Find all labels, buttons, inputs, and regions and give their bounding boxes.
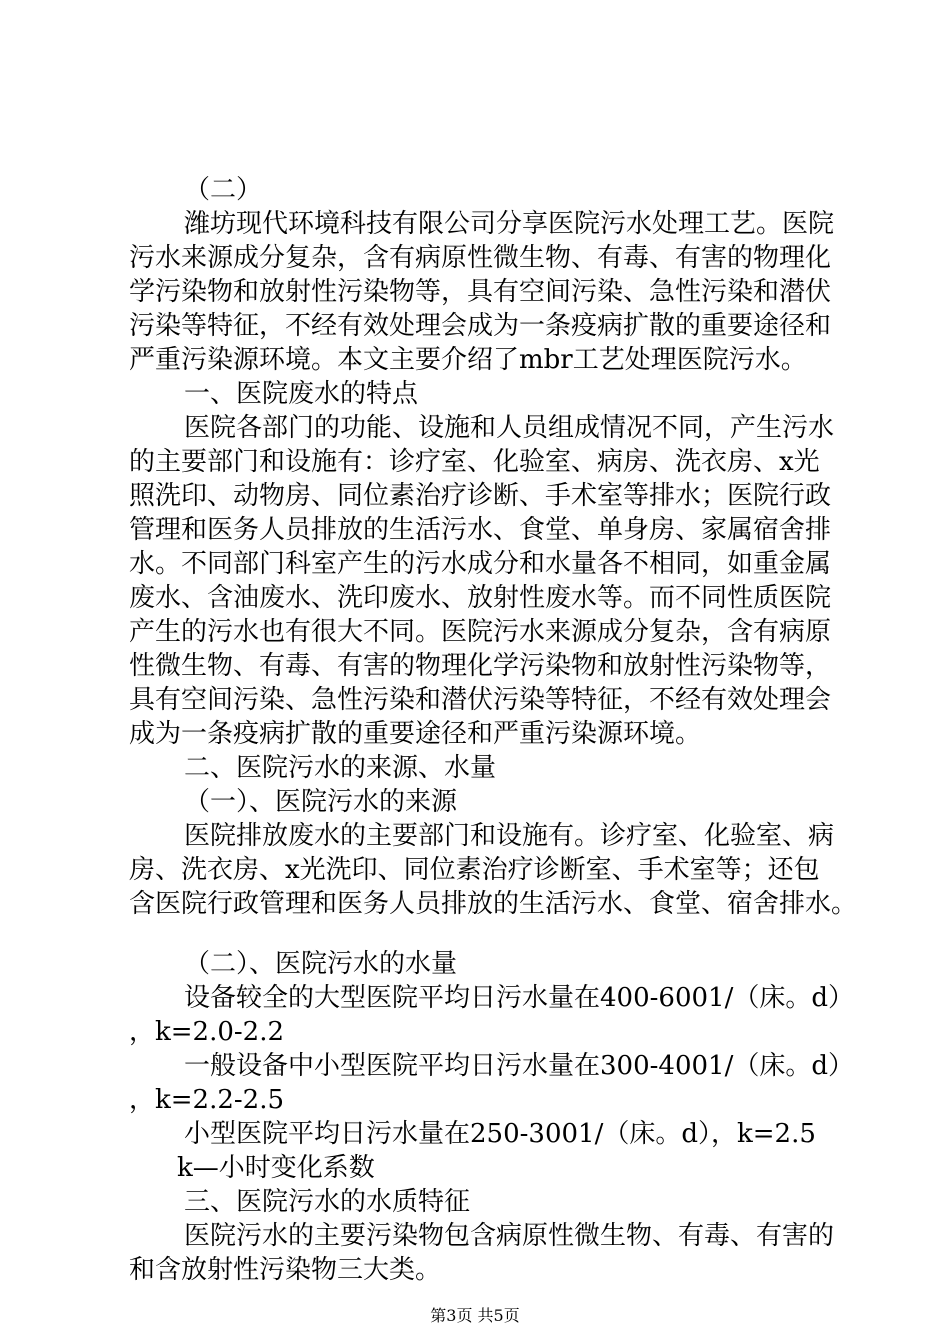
paragraph-line: 小型医院平均日污水量在250-3001/（床。d），k=2.5	[184, 1119, 816, 1149]
paragraph-line: 性微生物、有毒、有害的物理化学污染物和放射性污染物等，	[129, 651, 832, 681]
paragraph-line: 医院污水的主要污染物包含病原性微生物、有毒、有害的	[184, 1221, 835, 1251]
paragraph-line: 房、洗衣房、x光洗印、同位素治疗诊断室、手术室等；还包	[129, 855, 820, 885]
paragraph-line: 含医院行政管理和医务人员排放的生活污水、食堂、宿舍排水。	[129, 889, 858, 919]
paragraph-line: ，k=2.0-2.2	[129, 1017, 285, 1047]
paragraph-line: 严重污染源环境。本文主要介绍了mbr工艺处理医院污水。	[129, 345, 807, 375]
subheading-source: （一）、医院污水的来源	[184, 787, 458, 817]
paragraph-line: 的主要部门和设施有：诊疗室、化验室、病房、洗衣房、x光	[129, 447, 820, 477]
paragraph-line: 污水来源成分复杂，含有病原性微生物、有毒、有害的物理化	[129, 243, 832, 273]
heading-source-volume: 二、医院污水的来源、水量	[184, 753, 497, 783]
paragraph-line: 产生的污水也有很大不同。医院污水来源成分复杂，含有病原	[129, 617, 832, 647]
paragraph-line: ，k=2.2-2.5	[129, 1085, 285, 1115]
heading-wastewater-features: 一、医院废水的特点	[184, 379, 419, 409]
paragraph-line: 学污染物和放射性污染物等，具有空间污染、急性污染和潜伏	[129, 277, 832, 307]
paragraph-line: 一般设备中小型医院平均日污水量在300-4001/（床。d）	[184, 1051, 854, 1081]
page-footer: 第3页 共5页	[430, 1306, 520, 1325]
paragraph-line: 设备较全的大型医院平均日污水量在400-6001/（床。d）	[184, 983, 854, 1013]
paragraph-line: 废水、含油废水、洗印废水、放射性废水等。而不同性质医院	[129, 583, 832, 613]
paragraph-line: 医院排放废水的主要部门和设施有。诊疗室、化验室、病	[184, 821, 835, 851]
paragraph-line: 潍坊现代环境科技有限公司分享医院污水处理工艺。医院	[184, 209, 835, 239]
subheading-volume: （二）、医院污水的水量	[184, 949, 458, 979]
paragraph-line: 照洗印、动物房、同位素治疗诊断、手术室等排水；医院行政	[129, 481, 832, 511]
paragraph-line: 成为一条疫病扩散的重要途径和严重污染源环境。	[129, 719, 702, 749]
heading-water-quality: 三、医院污水的水质特征	[184, 1187, 471, 1217]
paragraph-line: 污染等特征，不经有效处理会成为一条疫病扩散的重要途径和	[129, 311, 832, 341]
paragraph-line: 具有空间污染、急性污染和潜伏污染等特征，不经有效处理会	[129, 685, 832, 715]
paragraph-line: k—小时变化系数	[177, 1153, 375, 1183]
paragraph-line: 管理和医务人员排放的生活污水、食堂、单身房、家属宿舍排	[129, 515, 832, 545]
section-heading-two: （二）	[184, 175, 263, 205]
paragraph-line: 水。不同部门科室产生的污水成分和水量各不相同，如重金属	[129, 549, 832, 579]
paragraph-line: 医院各部门的功能、设施和人员组成情况不同，产生污水	[184, 413, 835, 443]
paragraph-line: 和含放射性污染物三大类。	[129, 1255, 442, 1285]
